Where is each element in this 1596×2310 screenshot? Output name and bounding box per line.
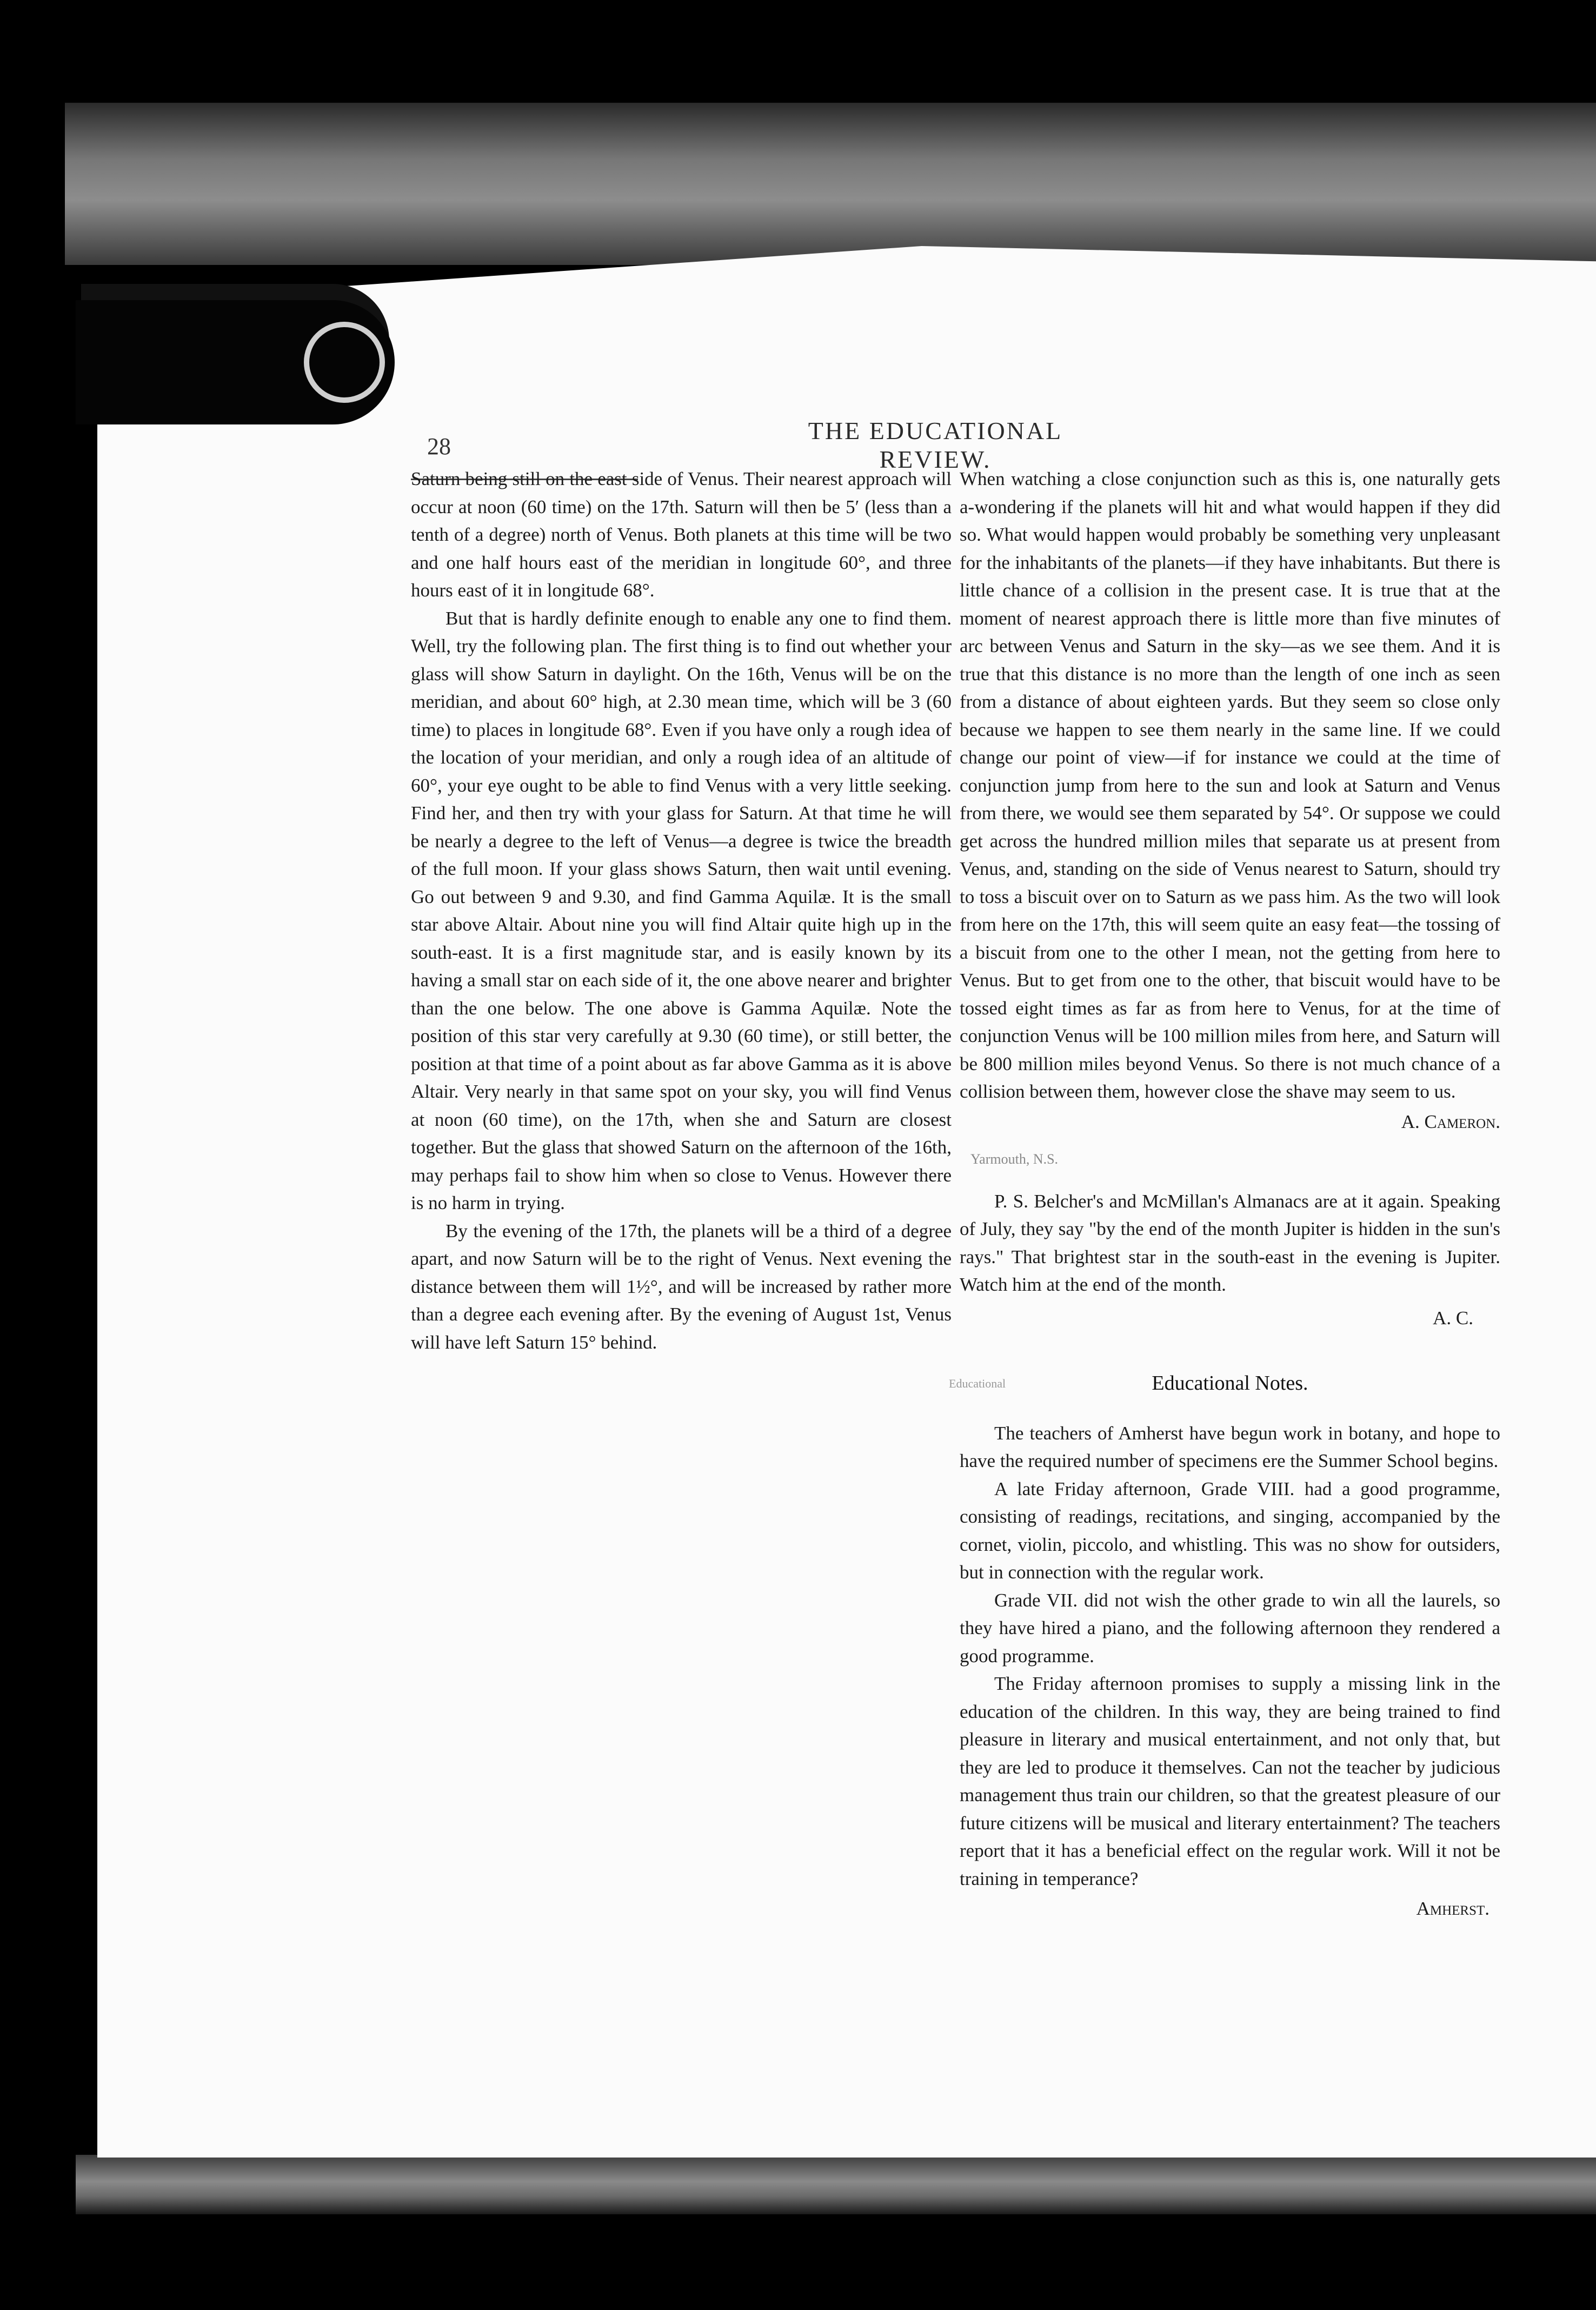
scanner-background-top — [65, 103, 1596, 265]
postscript-signature: A. C. — [1433, 1307, 1473, 1329]
right-column — [949, 465, 1500, 1923]
article-signature: A. Cameron. — [1401, 1111, 1500, 1132]
notes-signature: Amherst. — [1416, 1898, 1489, 1919]
article-paragraph: But that is hardly definite enough to enable any one to find them. Well, try the following plan. The first thing is to find out whether your glass will show Saturn in daylight. On the 16th, Venus will be on the meridian, and about 60° high, at 2.30 mean time, which will be 3 (60 time) to places in longitude 68°. Even if you have only a rough idea of the location of your meridian, and only a rough idea of an altitude of 60°, your eye ought to be able to find Venus with a very little seeking. Find her, and then try with your glass for Saturn. At that time he will be nearly a degree to the left of Venus—a degree is twice the breadth of the full moon. If your glass shows Saturn, then wait until evening. Go out between 9 and 9.30, and find Gamma Aquilæ. It is the small star above Altair. About nine you will find Altair quite high up in the south-east. It is a first magnitude star, and is easily known by its having a small star on each side of it, the one above nearer and brighter than the one below. The one above is Gamma Aquilæ. Note the position of this star very carefully at 9.30 (60 time), or still better, the position at that time of a point about as far above Gamma as it is above Altair. Very nearly in that same spot on your sky, you will find Venus at noon (60 time), on the 17th, when she and Saturn are closest together. But the glass that showed Saturn on the afternoon of the 16th, may perhaps fail to show him when so close to Venus. However there is no harm in trying. — [411, 607, 952, 1213]
scanner-background-bottom — [76, 2155, 1596, 2214]
left-column — [411, 465, 952, 1356]
article-dateline: Yarmouth, N.S. — [970, 1151, 1059, 1167]
postscript: P. S. Belcher's and McMillan's Almanacs are at it again. Speaking of July, they say "by the end of the month Jupiter is hidden in the sun's rays." That brightest star in the south-east in the evening is Jupiter. Watch him at the end of the month. — [960, 1190, 1500, 1295]
binder-clip — [76, 300, 395, 424]
running-head: THE EDUCATIONAL REVIEW. — [808, 417, 1063, 473]
article-paragraph: By the evening of the 17th, the planets will be a third of a degree apart, and now Saturn will be to the right of Venus. Next evening the distance between them will 1½°, and will be increased by rather more than a degree each evening after. By the evening of August 1st, Venus will have left Saturn 15° behind. — [411, 1220, 952, 1353]
page-number: 28 — [427, 433, 451, 460]
article-paragraph: Saturn being still on the east side of Venus. Their nearest approach will occur at noon (60 time) on the 17th. Saturn will then be 5′ (less than a tenth of a degree) north of Venus. Both planets at this time will be two and one half hours east of the meridian in longitude 60°, and three hours east of it in longitude 68°. — [411, 468, 952, 601]
notes-paragraph: Grade VII. did not wish the other grade to win all the laurels, so they have hired a piano, and the following afternoon they rendered a good programme. — [960, 1589, 1500, 1667]
notes-paragraph: A late Friday afternoon, Grade VIII. had a good programme, consisting of readings, recitations, and singing, accompanied by the cornet, violin, piccolo, and whistling. This was no show for outsiders, but in connection with the regular work. — [960, 1478, 1500, 1583]
section-heading: Educational Notes. — [1152, 1372, 1308, 1395]
section-heading-block — [949, 1370, 1500, 1398]
notes-paragraph: The Friday afternoon promises to supply a missing link in the education of the children. In this way, they are being trained to find pleasure in literary and musical entertainment, and not only that, but they are led to produce it themselves. Can not the teacher by judicious management thus train our children, so that the greatest pleasure of our future citizens will be musical and literary entertainment? The teachers report that it has a beneficial effect on the regular work. Will it not be training in temperance? — [960, 1673, 1500, 1889]
article-paragraph: When watching a close conjunction such as this is, one naturally gets a-wondering if the planets will hit and what would happen if they did so. What would happen would probably be something very unpleasant for the inhabitants of the planets—if they have inhabitants. But there is little chance of a collision in the present case. It is true that at the moment of nearest approach there is little more than five minutes of arc between Venus and Saturn in the sky—as we see them. And it is true that this distance is no more than the length of one inch as seen from a distance of about eighteen yards. But they seem so close only because we happen to see them nearly in the same line. If we could change our point of view—if for instance we could at the time of conjunction jump from here to the sun and look at Saturn and Venus from there, we would see them separated by 54°. Or suppose we could get across the hundred million miles that separate us at present from Venus, and, standing on the side of Venus nearest to Saturn, should try to toss a biscuit over on to Saturn as we pass him. As the two will look from here on the 17th, this will seem quite an easy feat—the tossing of a biscuit from one to the other I mean, not the getting from here to Venus. But to get from one to the other, that biscuit would have to be tossed eight times as far as from here to Venus, for at the time of conjunction Venus will be 100 million miles from here, and Saturn will be 800 million miles beyond Venus. So there is not much chance of a collision between them, however close the shave may seem to us. — [960, 468, 1500, 1102]
notes-paragraph: The teachers of Amherst have begun work in botany, and hope to have the required number of specimens ere the Summer School begins. — [960, 1422, 1500, 1471]
section-margin-tag: Educational — [949, 1377, 1006, 1390]
